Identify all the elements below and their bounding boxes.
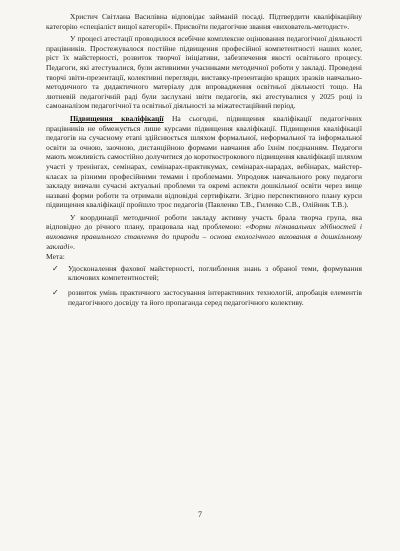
paragraph-creative-group xyxy=(46,213,362,251)
goals-list xyxy=(46,264,362,307)
paragraph-attestation-process: У процесі атестації проводилося всебічне комплексне оцінювання педагогічної діяльності працівників. Простежувалося постійне підвищення професійної компетентності наших колег, ріст їх майстерності, розвиток творчої ініціативи, забезпечення якості освітнього процесу. Педагоги, які атестувалися, були активними учасниками методичної роботи у закладі. Проведені творчі звіти-презентації, колективні перегляди, виставку-презентацію кращих зразків навчально-методичного та дидактичного матеріалу для впровадження освітньої діяльності тощо. На лютневій педагогічній раді були заслухані звіти педагогів, які атестувалися у 2025 році із самоаналізом педагогічної та освітньої діяльності за міжатестаційний період. xyxy=(46,34,362,111)
list-item xyxy=(46,288,362,307)
creative-group-text: У координації методичної роботи закладу активну участь брала творча група, яка відповідно до річного плану, працювала над проблемою: xyxy=(46,212,362,232)
page-number: 7 xyxy=(198,510,202,519)
section-heading-qualification: Підвищення кваліфікації xyxy=(70,113,164,123)
paragraph-attestation-decision: Христич Світлана Василівна відповідає займаній посаді. Підтвердити кваліфікаційну категорію «спеціаліст вищої категорії». Присвоїти педагогічне звання «вихователь-методист». xyxy=(46,12,362,31)
goal-label: Мета: xyxy=(46,252,65,262)
check-mark-icon: ✓ xyxy=(52,288,59,298)
list-item xyxy=(46,264,362,283)
qualification-text: На сьогодні, підвищення кваліфікації педагогічних працівників не обмежується лише курсами підвищення кваліфікації. Підвищення кваліфікації педагогів на сучасному етапі здійснюється шляхом формальної, неформальної та інформальної освіти за очною, заочною, дистанційною формами навчання або їхнім поєднанням. Педагоги мають можливість самостійно долучитися до короткострокового підвищення кваліфікації шляхом участі у тренінгах, семінарах, семінарах-практикумах, семінарах-нарадах, вебінарах, майстер-класах за різними професійними темами і проблемами. Упродовж навчального року педагоги закладу вивчали сучасні актуальні проблеми та окремі аспекти дошкільної освіти через вище названі форми роботи та отримали відповідні сертифікати. Згідно перспективного плану курси підвищення кваліфікації пройшло троє педагогів (Павленко Т.В., Гиленко С.В., Олійник Т.В.). xyxy=(46,113,362,210)
creative-group-problem: «Форми пізнавальних здібностей і виховання правильного ставлення до природи – основа екологічного виховання в дошкільному закладі». xyxy=(46,222,362,251)
check-mark-icon: ✓ xyxy=(52,263,59,273)
goal-text: розвиток умінь практичного застосування інтерактивних технологій, апробація елементів педагогічного досвіду та його пропаганда серед педагогічного колективу. xyxy=(68,288,362,307)
paragraph-qualification xyxy=(46,114,362,210)
goal-text: Удосконалення фахової майстерності, поглиблення знань з обраної теми, формування ключових компетентностей; xyxy=(68,263,362,283)
